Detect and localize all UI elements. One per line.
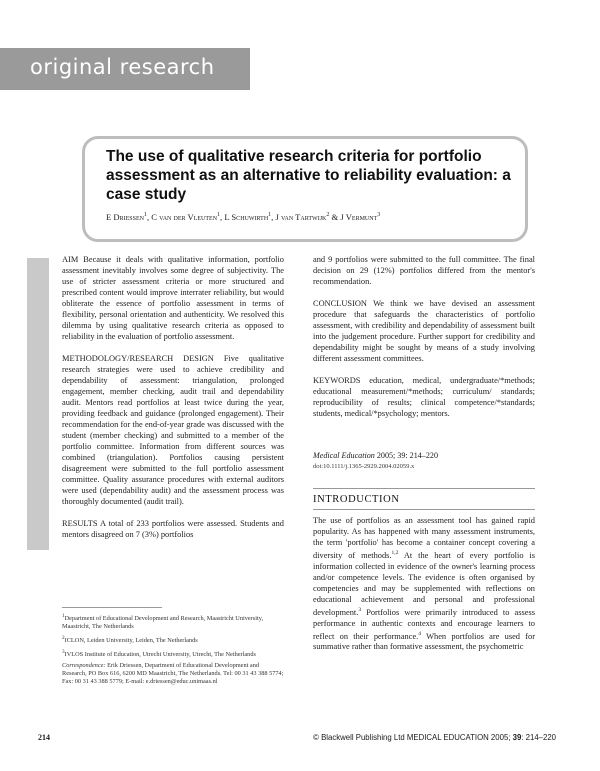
affiliations-footnote bbox=[62, 607, 284, 689]
author-name: C van der Vleuten bbox=[151, 212, 218, 222]
author-name: J Vermunt bbox=[340, 212, 378, 222]
affiliation: $^3$IVLOS Institute of Education, Utrecht University, Utrecht, The Netherlands bbox=[62, 649, 256, 659]
abstract-right-column bbox=[313, 254, 535, 430]
introduction-body: The use of portfolios as an assessment tool has gained rapid popularity. As has happened with many assessment instruments, the term 'portfolio' has become a container concept covering a diversity of methods.$^{1,2}$ At the heart of every portfolio is information collected in evidence of the owner's learning process and/or competence levels. The evidence is often organised by competencies and may be supplemented with reflections on educational achievement and personal and professional development.$^3$ Portfolios were primarily introduced to assess performance in authentic contexts and encourage learners to reflect on their performance.$^4$ When portfolios are used for summative rather than formative assessment, the psychometric bbox=[313, 516, 535, 652]
abstract-methods: METHODOLOGY/RESEARCH DESIGN Five qualitative research strategies were used to achieve credibility and dependability of assessment: triangulation, prolonged engagement, member checking, audit trail and dependability audit. Mentors read portfolios at least twice during the year, providing feedback and guidance (prolonged engagement). Their recommendation for the end-of-year grade was discussed with the student (member checking) and submitted to a member of the portfolio committee. Information from different sources was combined (triangulation). Portfolios causing persistent disagreement were submitted to the full portfolio assessment committee. Quality assurance procedures with external auditors were used (dependability audit) and the assessment process was thoroughly documented (audit trail). bbox=[62, 354, 284, 506]
abstract-conclusion: CONCLUSION We think we have devised an assessment procedure that safeguards the characteristics of portfolio assessment, with credibility and dependability of assessment built into the judgement procedure. Further support for credibility and dependability might be sought by means of a study involving different assessment committees. bbox=[313, 299, 535, 363]
abstract-results-continued: and 9 portfolios were submitted to the full committee. The final decision on 29 (12%) portfolios differed from the mentor's recommendation. bbox=[313, 255, 535, 286]
affiliation: $^2$ICLON, Leiden University, Leiden, The Netherlands bbox=[62, 635, 198, 645]
footnote-rule bbox=[62, 607, 162, 608]
section-banner bbox=[0, 48, 250, 90]
intro-rule-bottom bbox=[313, 509, 535, 510]
author-name: E Driessen bbox=[106, 212, 144, 222]
footer-copyright: © Blackwell Publishing Ltd MEDICAL EDUCATION 2005; 39: 214–220 bbox=[313, 733, 556, 742]
journal-citation: Medical Education 2005; 39: 214–220 bbox=[313, 451, 438, 460]
article-title: The use of qualitative research criteria for portfolio assessment as an alternative to reliability evaluation: a case study bbox=[106, 148, 511, 203]
page-number: 214 bbox=[38, 733, 50, 742]
section-label: original research bbox=[30, 55, 215, 79]
intro-rule-top bbox=[313, 488, 535, 489]
author-name: J van Tartwijk bbox=[275, 212, 327, 222]
correspondence: Correspondence: Erik Driessen, Department of Educational Development and Research, PO Box 616, 6200 MD Maastricht, The Netherlands. Tel: 00 31 43 388 5774; Fax: 00 31 43 388 5779; E-mail: e.driessen@educ.unimaas.nl bbox=[62, 662, 284, 686]
abstract-results: RESULTS A total of 233 portfolios were assessed. Students and mentors disagreed on 7 (3%) portfolios bbox=[62, 519, 284, 539]
affiliation: $^1$Department of Educational Development and Research, Maastricht University, Maastricht, The Netherlands bbox=[62, 613, 264, 631]
abstract-left-column bbox=[62, 254, 284, 551]
abstract-keywords: KEYWORDS education, medical, undergraduate/*methods; educational measurement/*methods; curriculum/ standards; reproducibility of results; clinical competence/*standards; students, medical/*psychology; mentors. bbox=[313, 376, 536, 418]
abstract-aim: AIM Because it deals with qualitative information, portfolio assessment inevitably involves some degree of subjectivity. The use of stricter assessment criteria or more structured and prescribed content would improve interrater reliability, but would obliterate the essence of portfolio assessment in terms of flexibility, personal orientation and authenticity. We resolved this dilemma by using qualitative research criteria as opposed to reliability in the evaluation of portfolio assessment. bbox=[62, 255, 284, 341]
abstract-side-bar bbox=[27, 258, 49, 550]
author-name: L Schuwirth bbox=[224, 212, 269, 222]
author-list: E Driessen$^1$, C van der Vleuten$^1$, L Schuwirth$^1$, J van Tartwijk$^2$ & J Vermunt$^3$ bbox=[106, 212, 381, 222]
introduction-heading: INTRODUCTION bbox=[313, 494, 400, 505]
doi[interactable]: doi:10.1111/j.1365-2929.2004.02059.x bbox=[313, 463, 415, 470]
